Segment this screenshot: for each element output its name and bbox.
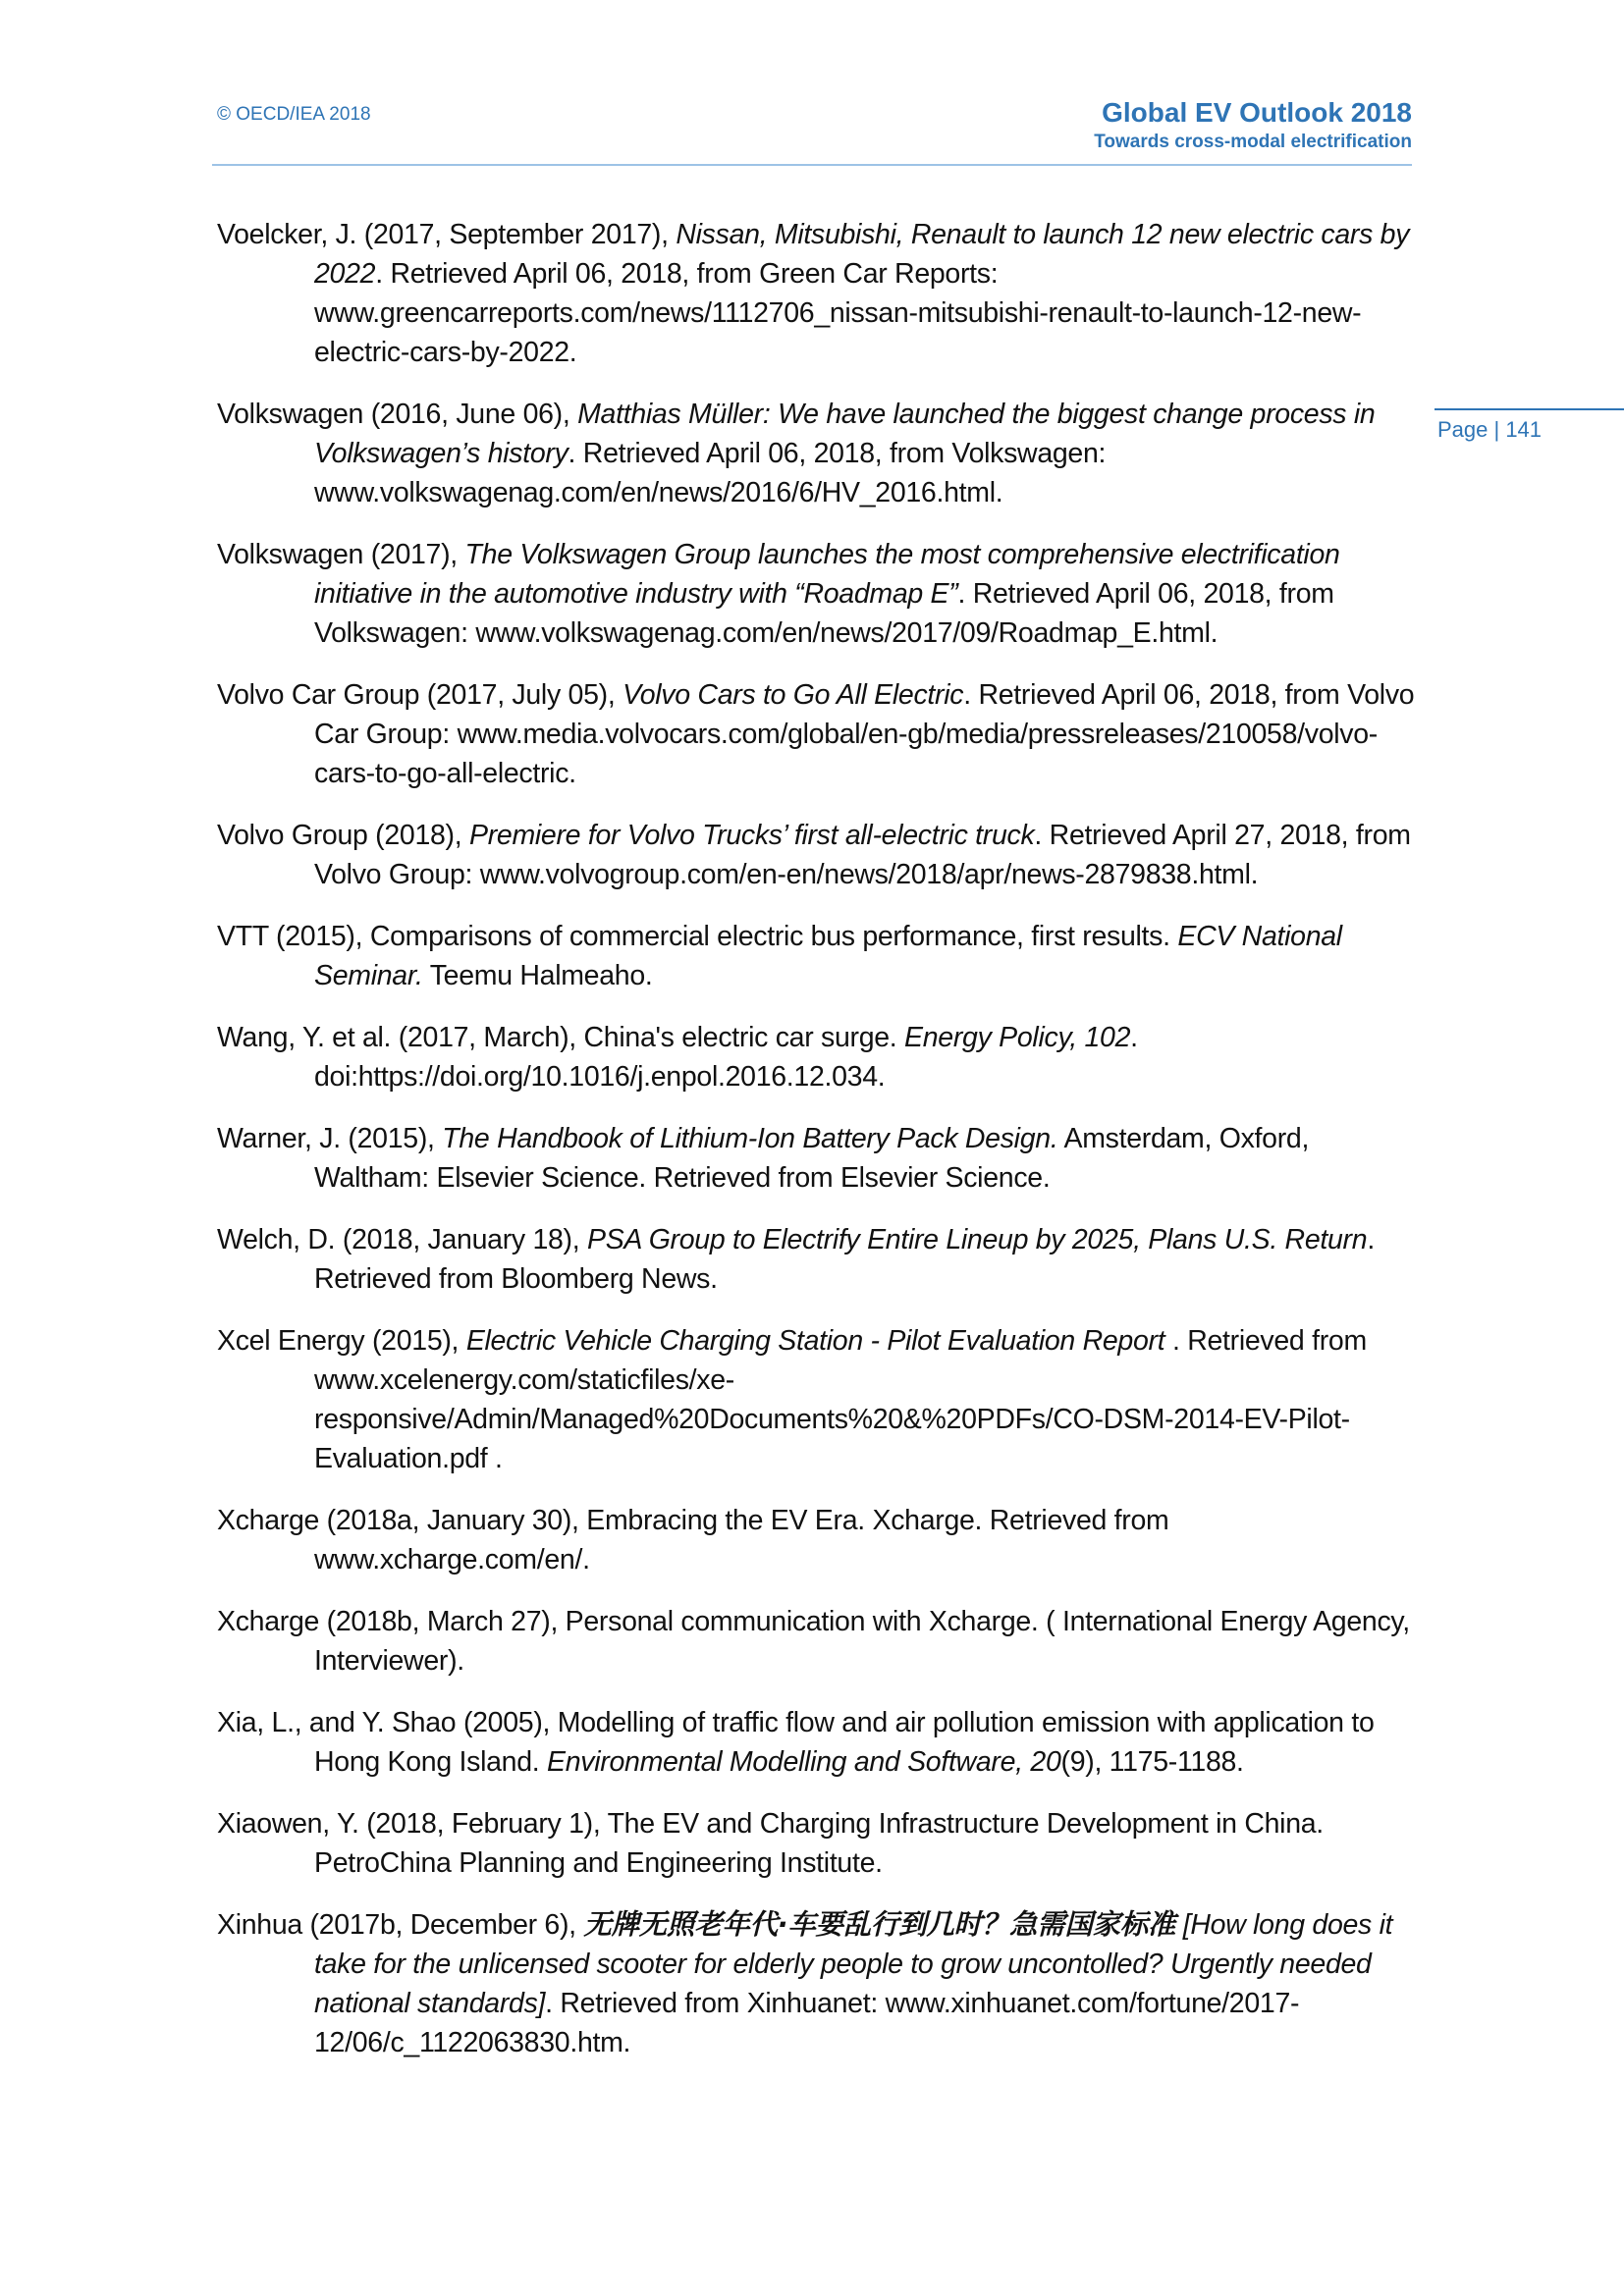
reference-entry [217, 1602, 1417, 1681]
reference-source: . Retrieved from Xinhuanet: www.xinhuanet.com/fortune/2017-12/06/c_1122063830.htm. [314, 1988, 1300, 2058]
reference-title: Volvo Cars to Go All Electric [623, 679, 964, 711]
header-divider [212, 164, 1412, 166]
reference-title: ECV National Seminar. [314, 921, 1342, 991]
reference-text: Welch, D. (2018, January 18), [217, 1224, 587, 1255]
page-number: Page | 141 [1437, 417, 1543, 442]
reference-title: Energy Policy, 102 [904, 1022, 1131, 1053]
reference-entry [217, 816, 1417, 894]
reference-text: Wang, Y. et al. (2017, March), China's electric car surge. [217, 1022, 905, 1053]
reference-entry [217, 535, 1417, 653]
reference-title: PSA Group to Electrify Entire Lineup by 2025, Plans U.S. Return [587, 1224, 1368, 1255]
reference-text: Volvo Car Group (2017, July 05), [217, 679, 623, 711]
reference-title: Premiere for Volvo Trucks’ first all-electric truck [469, 820, 1035, 851]
reference-text: VTT (2015), Comparisons of commercial electric bus performance, first results. [217, 921, 1178, 952]
report-subtitle: Towards cross-modal electrification [1094, 132, 1412, 152]
report-title: Global EV Outlook 2018 [1102, 97, 1412, 128]
reference-title: The Volkswagen Group launches the most comprehensive electrification initiative in the automotive industry with “Roadmap E” [314, 539, 1340, 610]
reference-entry [217, 1119, 1417, 1198]
reference-entry [217, 917, 1417, 995]
page-number-divider [1435, 408, 1624, 410]
reference-text: Warner, J. (2015), [217, 1123, 443, 1154]
reference-source: . Retrieved from Bloomberg News. [314, 1224, 1375, 1295]
reference-title: Matthias Müller: We have launched the biggest change process in Volkswagen’s history [314, 399, 1376, 469]
reference-text: Xcel Energy (2015), [217, 1325, 466, 1357]
reference-text: Xia, L., and Y. Shao (2005), Modelling of traffic flow and air pollution emission with application to Hong Kong Island. [217, 1707, 1375, 1778]
reference-entry [217, 1804, 1417, 1883]
reference-source: . doi:https://doi.org/10.1016/j.enpol.2016.12.034. [314, 1022, 1138, 1093]
reference-entry [217, 1703, 1417, 1782]
reference-text: Xiaowen, Y. (2018, February 1), The EV and Charging Infrastructure Development in China. PetroChina Planning and Engineering Institute. [217, 1808, 1324, 1879]
reference-text: Volkswagen (2016, June 06), [217, 399, 578, 430]
reference-text: Xcharge (2018b, March 27), Personal communication with Xcharge. ( International Energy Agency, Interviewer). [217, 1606, 1410, 1677]
reference-entry [217, 1018, 1417, 1096]
reference-text: Voelcker, J. (2017, September 2017), [217, 219, 677, 250]
reference-entry [217, 395, 1417, 512]
reference-source: (9), 1175-1188. [1060, 1746, 1244, 1778]
reference-entry [217, 215, 1417, 372]
reference-title: [How long does it take for the unlicensed scooter for elderly people to grow uncontolled? Urgently needed national standards] [314, 1909, 1393, 2019]
reference-chinese-title: 无牌无照老年代·车要乱行到几时？急需国家标准 [583, 1908, 1176, 1941]
reference-source: . Retrieved April 06, 2018, from Green Car Reports: www.greencarreports.com/news/1112706_nissan-mitsubishi-renault-to-launch-12-new-electric-cars-by-2022. [314, 258, 1362, 368]
reference-source: . Retrieved April 27, 2018, from Volvo Group: www.volvogroup.com/en-en/news/2018/apr/news-2879838.html. [314, 820, 1411, 890]
reference-text: Volkswagen (2017), [217, 539, 465, 570]
reference-entry [217, 1501, 1417, 1579]
reference-entry [217, 1905, 1417, 2062]
reference-text: Volvo Group (2018), [217, 820, 469, 851]
reference-entry [217, 1321, 1417, 1478]
copyright-notice: © OECD/IEA 2018 [217, 104, 371, 125]
reference-text: Xinhua (2017b, December 6), [217, 1909, 584, 1941]
reference-entry [217, 1220, 1417, 1299]
reference-title: Nissan, Mitsubishi, Renault to launch 12 new electric cars by 2022 [314, 219, 1410, 290]
running-header [1094, 96, 1412, 155]
reference-list [217, 215, 1417, 2085]
reference-source: . Retrieved from www.xcelenergy.com/staticfiles/xe-responsive/Admin/Managed%20Documents%20&%20PDFs/CO-DSM-2014-EV-Pilot-Evaluation.pdf . [314, 1325, 1367, 1474]
reference-source: . Retrieved April 06, 2018, from Volkswagen: www.volkswagenag.com/en/news/2017/09/Roadmap_E.html. [314, 578, 1334, 649]
reference-title: Environmental Modelling and Software, 20 [547, 1746, 1061, 1778]
reference-title: The Handbook of Lithium-Ion Battery Pack Design. [442, 1123, 1058, 1154]
reference-source: . Retrieved April 06, 2018, from Volvo Car Group: www.media.volvocars.com/global/en-gb/media/pressreleases/210058/volvo-cars-to-go-all-electric. [314, 679, 1415, 789]
reference-source: . Retrieved April 06, 2018, from Volkswagen: www.volkswagenag.com/en/news/2016/6/HV_2016.html. [314, 438, 1107, 508]
reference-source: Teemu Halmeaho. [422, 960, 653, 991]
reference-source: Amsterdam, Oxford, Waltham: Elsevier Science. Retrieved from Elsevier Science. [314, 1123, 1310, 1194]
reference-entry [217, 675, 1417, 793]
reference-title: Electric Vehicle Charging Station - Pilot Evaluation Report [465, 1325, 1165, 1357]
reference-text: Xcharge (2018a, January 30), Embracing the EV Era. Xcharge. Retrieved from www.xcharge.com/en/. [217, 1505, 1169, 1575]
